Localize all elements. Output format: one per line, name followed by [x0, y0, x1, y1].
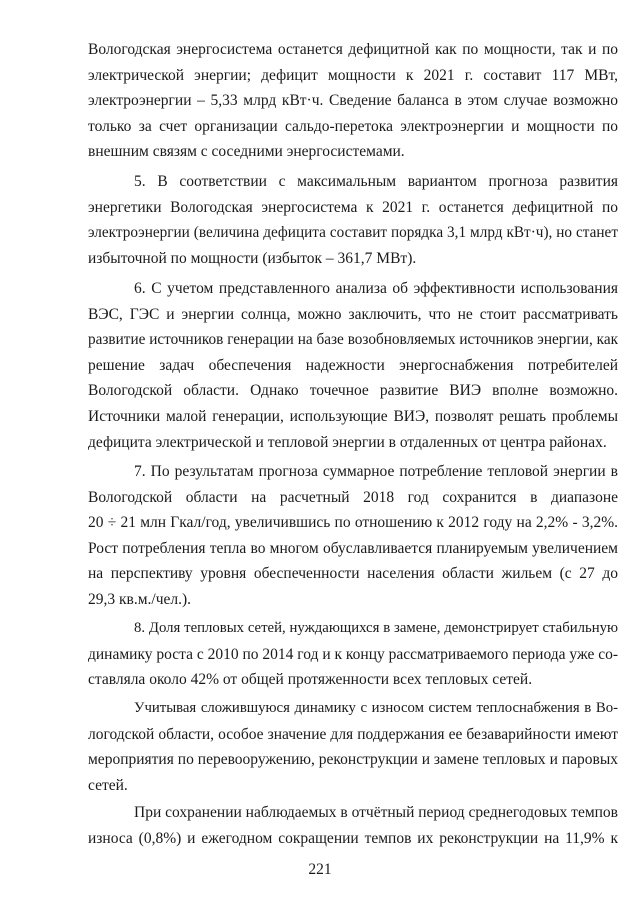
paragraph-5 [88, 616, 618, 693]
text-line: электрической энергии; дефицит мощности к 2021 г. составит 117 МВт, [88, 66, 618, 84]
text-line: электроэнергии – 5,33 млрд кВт·ч. Сведение баланса в этом случае возможно [88, 92, 618, 110]
text-line: Учитывая сложившуюся динамику с износом систем теплоснабжения в Во- [134, 700, 618, 716]
text-line: 29,3 кв.м./чел.). [88, 590, 192, 608]
paragraph-7 [88, 800, 618, 851]
text-line: только за счет организации сальдо-перетока электроэнергии и мощности по [88, 117, 618, 135]
paragraph-1 [88, 37, 618, 165]
text-line: избыточной по мощности (избыток – 361,7 МВт). [88, 249, 417, 267]
text-line: При сохранении наблюдаемых в отчётный период среднегодовых темпов [134, 804, 618, 821]
text-line: 6. С учетом представленного анализа об эффективности использования [134, 280, 618, 297]
paragraph-4 [88, 459, 618, 613]
text-line: динамику роста с 2010 по 2014 год и к концу рассматриваемого периода уже со- [88, 645, 618, 663]
paragraph-2 [88, 169, 618, 271]
text-line: решение задач обеспечения надежности энергоснабжения потребителей [88, 356, 618, 374]
text-line: развитие источников генерации на базе возобновляемых источников энергии, как [88, 331, 618, 349]
text-line: дефицита электрической и тепловой энергии в отдаленных от центра районах. [88, 433, 607, 451]
paragraph-6 [88, 696, 618, 798]
text-line: Вологодской области на расчетный 2018 год сохранится в диапазоне [88, 488, 618, 506]
text-line: логодской области, особое значение для поддержания ее безаварийности имеют [88, 725, 618, 743]
text-line: ВЭС, ГЭС и энергии солнца, можно заключить, что не стоит рассматривать [88, 305, 618, 323]
text-line: сетей. [88, 776, 128, 794]
text-line: 5. В соответствии с максимальным вариантом прогноза развития [134, 173, 618, 190]
text-line: 8. Доля тепловых сетей, нуждающихся в замене, демонстрирует стабильную [134, 620, 618, 636]
text-line: Рост потребления тепла во многом обуславливается планируемым увеличением [88, 539, 618, 557]
page-number: 221 [308, 861, 332, 878]
text-line: внешним связям с соседними энергосистемами. [88, 143, 405, 161]
text-line: износа (0,8%) и ежегодном сокращении темпов их реконструкции на 11,9% к [88, 829, 618, 847]
text-line: электроэнергии (величина дефицита составит порядка 3,1 млрд кВт·ч), но станет [88, 224, 618, 242]
text-line: 7. По результатам прогноза суммарное потребление тепловой энергии в [134, 463, 618, 480]
text-line: энергетики Вологодская энергосистема к 2021 г. останется дефицитной по [88, 198, 618, 216]
text-line: на перспективу уровня обеспеченности населения области жильем (с 27 до [88, 565, 618, 583]
text-line: 20 ÷ 21 млн Гкал/год, увеличившись по отношению к 2012 году на 2,2% - 3,2%. [88, 514, 618, 532]
text-line: ставляла около 42% от общей протяженности всех тепловых сетей. [88, 671, 533, 689]
text-line: Вологодская энергосистема останется дефицитной как по мощности, так и по [88, 41, 618, 58]
text-line: Источники малой генерации, использующие ВИЭ, позволят решать проблемы [88, 407, 618, 425]
text-line: мероприятия по перевооружению, реконструкции и замене тепловых и паровых [88, 751, 618, 769]
paragraph-3 [88, 276, 618, 455]
text-line: Вологодской области. Однако точечное развитие ВИЭ вполне возможно. [88, 382, 618, 400]
